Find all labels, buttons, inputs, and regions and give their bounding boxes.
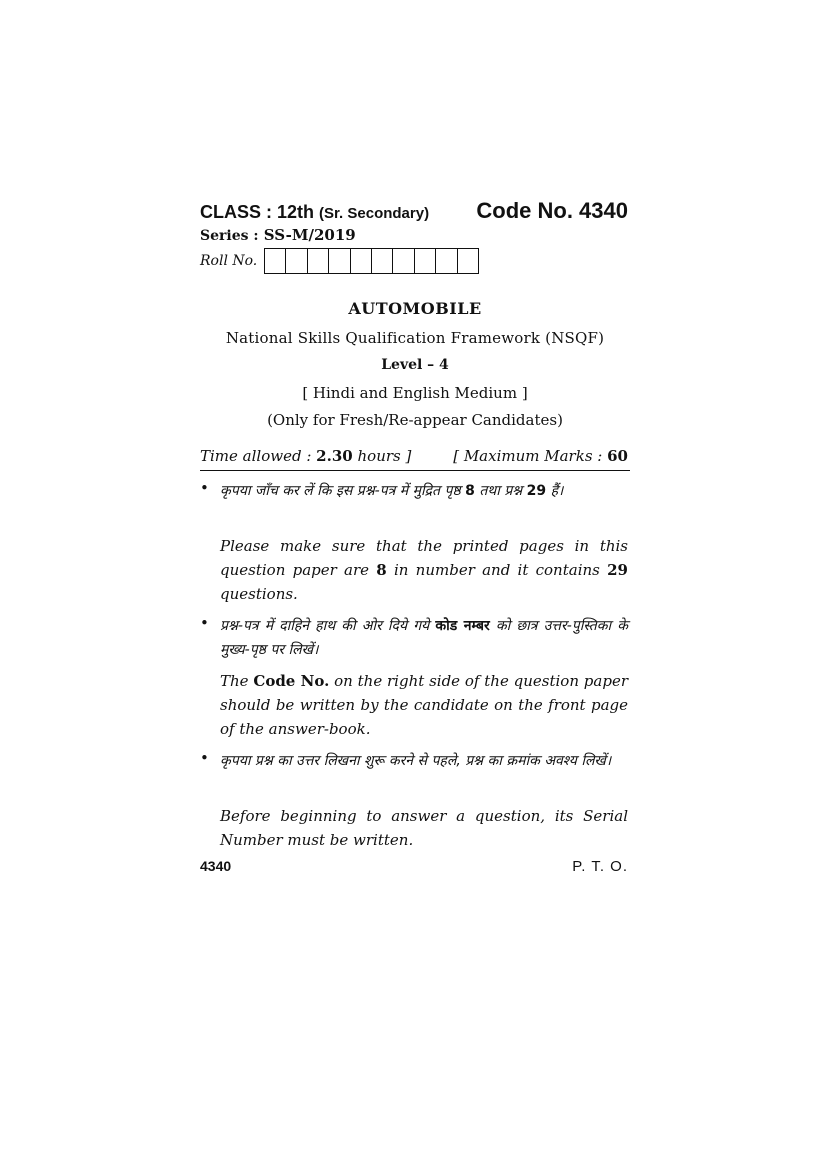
candidates-line: (Only for Fresh/Re-appear Candidates) <box>267 411 563 429</box>
class-label <box>200 202 429 223</box>
instruction-3-hindi: कृपया प्रश्न का उत्तर लिखना शुरू करने से पहले, प्रश्न का क्रमांक अवश्य लिखें। <box>220 753 612 769</box>
instruction-2-hindi <box>220 614 628 662</box>
series-label: Series : <box>200 228 259 244</box>
i1-hi-text-a: कृपया जाँच कर लें कि इस प्रश्न-पत्र में मुद्रित पृष्ठ <box>220 483 461 499</box>
i2-hi-text-b: को छात्र उत्तर-पुस्तिका के मुख्य-पृष्ठ पर लिखें। <box>220 618 628 658</box>
class-text: CLASS : 12th <box>200 202 315 222</box>
maximum-marks <box>453 447 628 465</box>
instruction-1-hindi <box>220 479 628 503</box>
instruction-1-english <box>220 534 628 606</box>
exam-cover-page <box>200 0 630 1169</box>
roll-digit-box[interactable] <box>393 249 414 273</box>
bullet-icon: • <box>200 749 209 767</box>
i1-hi-pages: 8 <box>465 483 475 499</box>
footer-code: 4340 <box>200 858 232 874</box>
time-value: 2.30 <box>316 447 353 465</box>
series-line <box>200 226 356 244</box>
i1-en-pages: 8 <box>376 561 387 579</box>
roll-digit-box[interactable] <box>286 249 307 273</box>
i1-en-text-a: Please make sure that the printed pages in this question paper are <box>220 537 628 579</box>
i1-hi-questions: 29 <box>526 483 547 499</box>
roll-digit-box[interactable] <box>308 249 329 273</box>
framework-line: National Skills Qualification Framework (NSQF) <box>225 329 605 347</box>
code-number: Code No. 4340 <box>476 198 628 223</box>
roll-number-boxes[interactable] <box>264 248 479 274</box>
instruction-3-english: Before beginning to answer a question, its Serial Number must be written. <box>220 807 628 849</box>
i1-en-questions: 29 <box>607 561 628 579</box>
i1-hi-text-c: हैं। <box>550 483 564 499</box>
instruction-2-english <box>220 669 628 741</box>
roll-digit-box[interactable] <box>329 249 350 273</box>
series-value: SS-M/2019 <box>263 226 356 244</box>
bullet-icon: • <box>200 614 209 632</box>
marks-label: [ Maximum Marks : <box>453 447 603 465</box>
roll-number-row <box>200 248 630 274</box>
footer-pto: P. T. O. <box>572 858 628 875</box>
roll-digit-box[interactable] <box>372 249 393 273</box>
time-marks-row <box>200 446 630 471</box>
i1-en-text-b: in number and it contains <box>393 561 600 579</box>
time-unit: hours ] <box>357 447 412 465</box>
i1-en-text-c: questions. <box>220 585 298 603</box>
header-row <box>200 196 630 226</box>
roll-digit-box[interactable] <box>436 249 457 273</box>
time-label: Time allowed : <box>200 447 312 465</box>
i2-en-code-number: Code No. <box>253 672 330 690</box>
i1-hi-text-b: तथा प्रश्न <box>479 483 523 499</box>
class-sub-text: (Sr. Secondary) <box>319 205 430 222</box>
roll-label: Roll No. <box>200 253 258 269</box>
time-allowed <box>200 447 411 465</box>
level-line: Level – 4 <box>381 357 449 373</box>
i2-en-text-b: on the right side of the question paper should be written by the candidate on the front page of the answer-book. <box>220 672 629 738</box>
subject-title: AUTOMOBILE <box>348 299 482 318</box>
roll-digit-box[interactable] <box>265 249 286 273</box>
marks-value: 60 <box>607 447 628 465</box>
bullet-icon: • <box>200 479 209 497</box>
i2-en-text-a: The <box>220 672 249 690</box>
i2-hi-code-number: कोड नम्बर <box>435 618 490 634</box>
medium-line: [ Hindi and English Medium ] <box>302 384 528 402</box>
roll-digit-box[interactable] <box>458 249 479 273</box>
roll-digit-box[interactable] <box>351 249 372 273</box>
i2-hi-text-a: प्रश्न-पत्र में दाहिने हाथ की ओर दिये गये <box>220 618 430 634</box>
roll-digit-box[interactable] <box>415 249 436 273</box>
